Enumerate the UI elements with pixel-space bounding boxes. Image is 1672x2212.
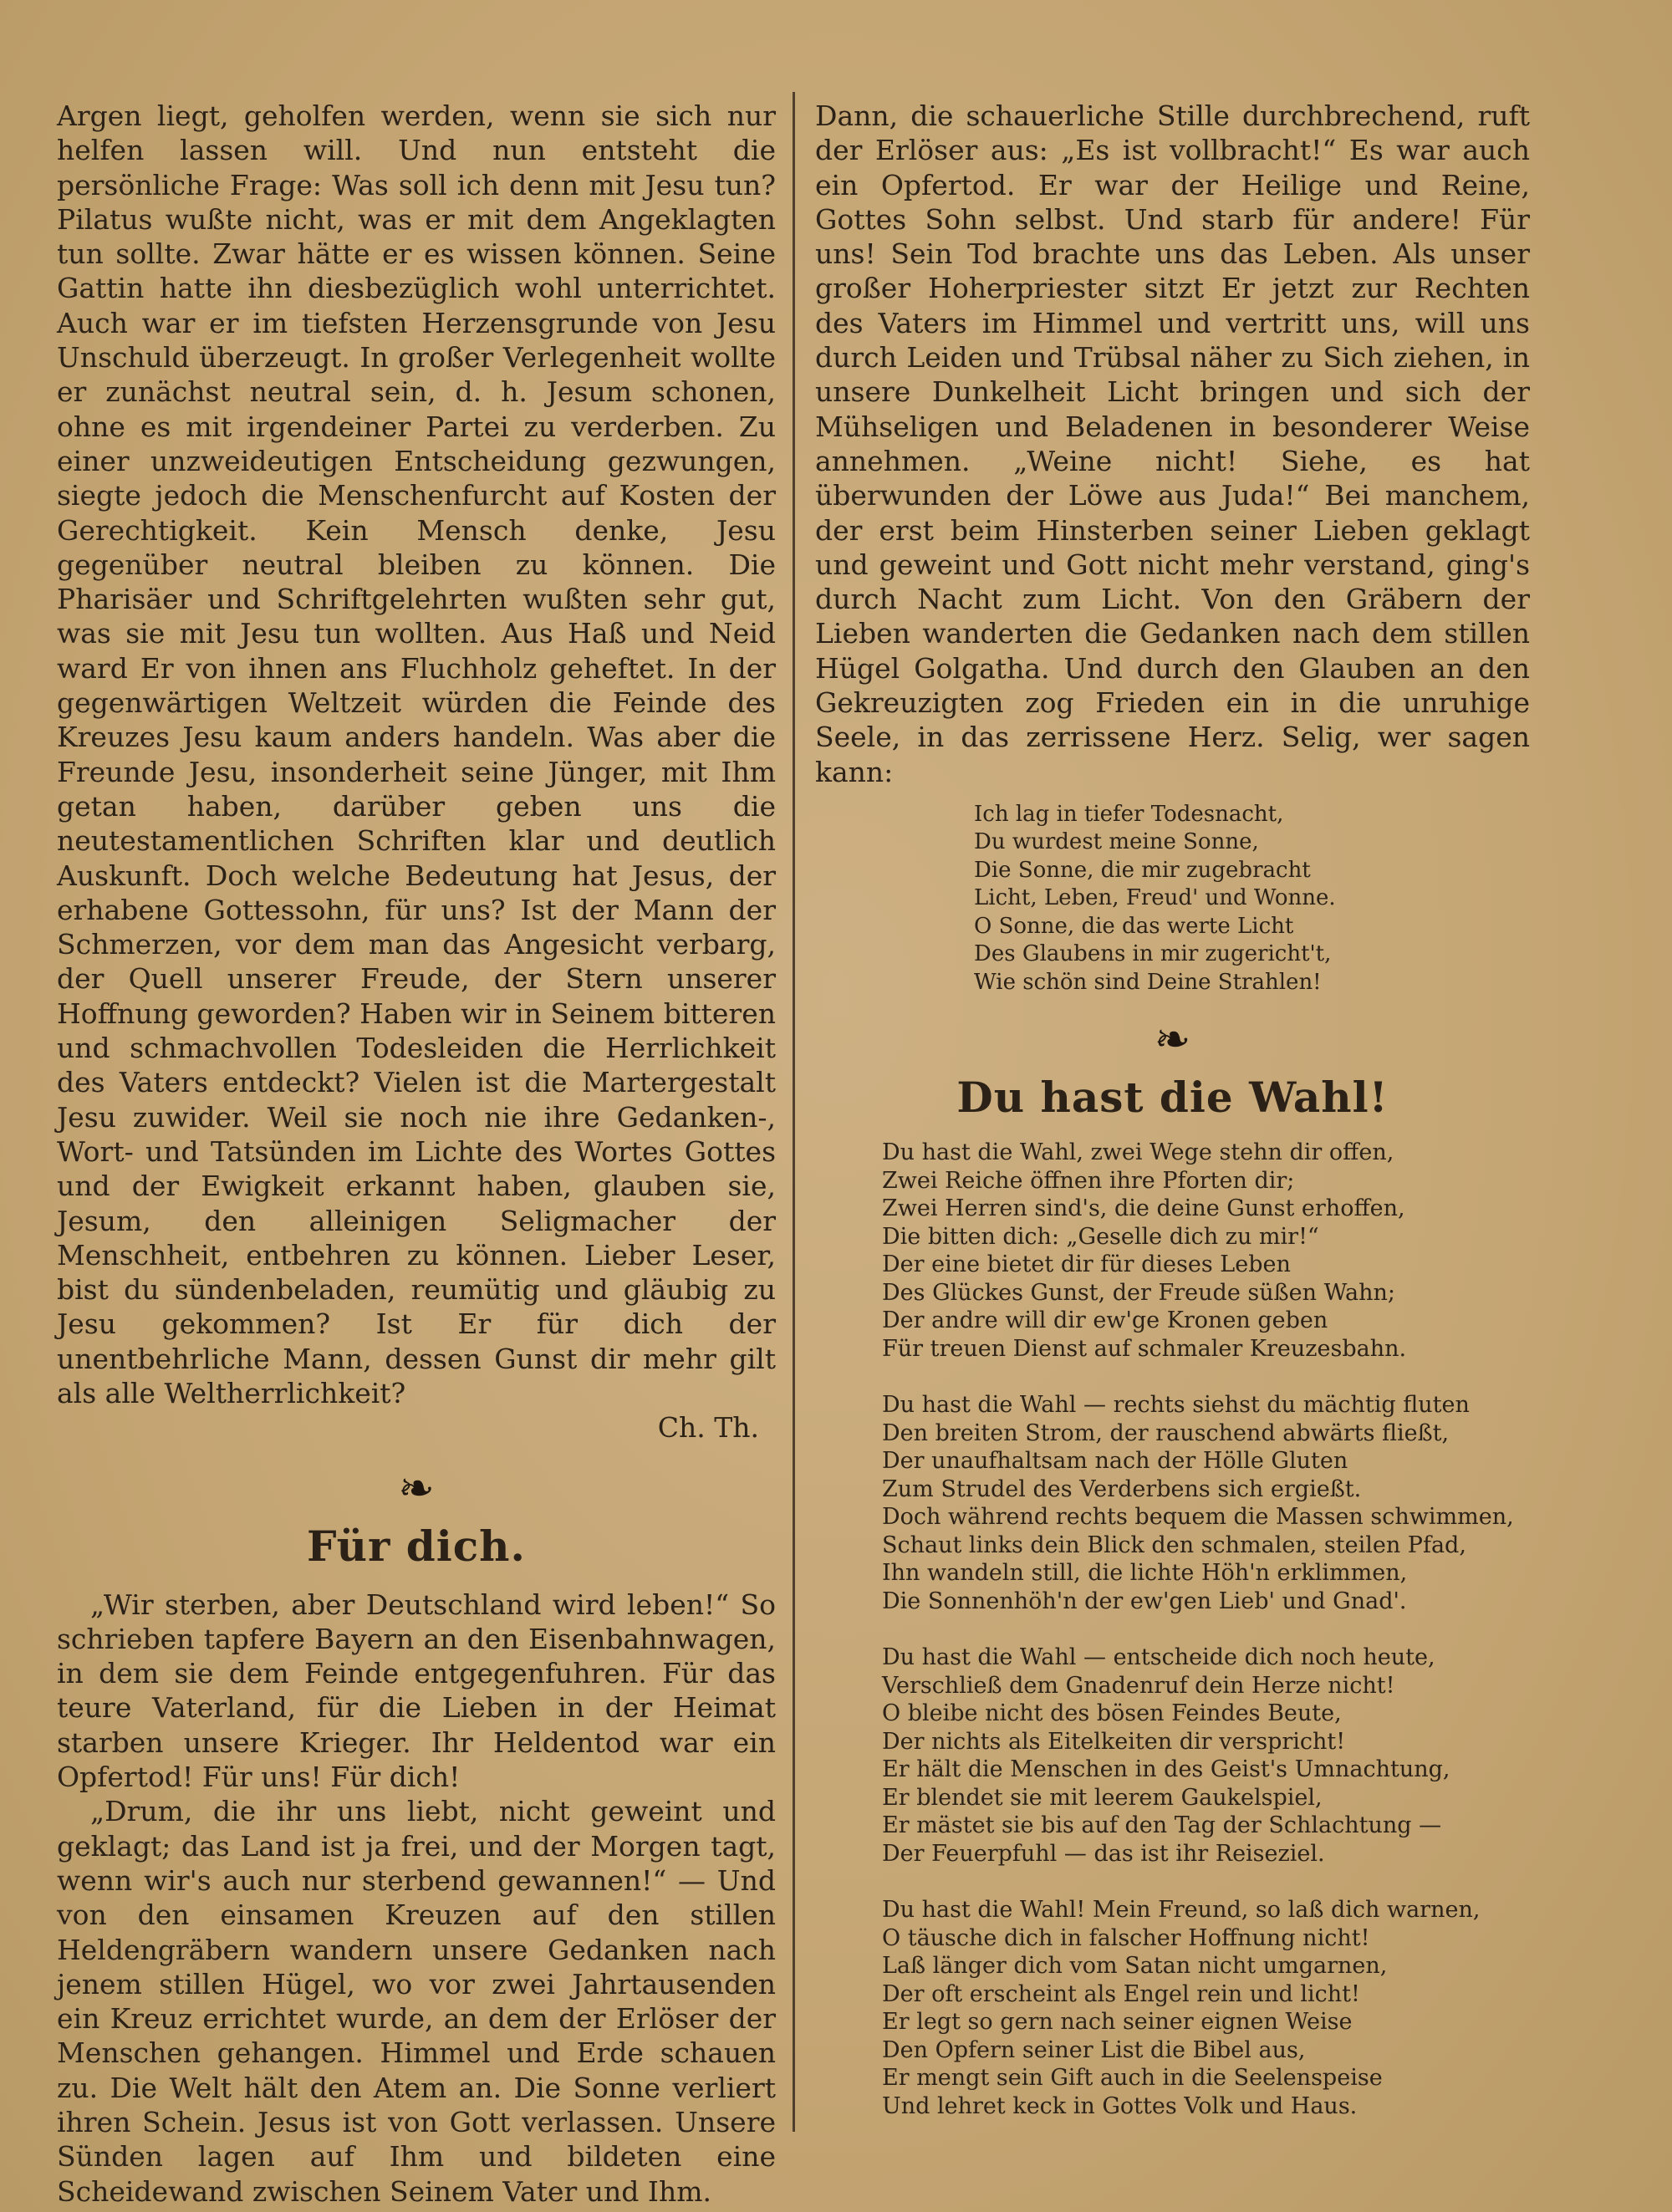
fleuron-ornament-icon: ❧	[1154, 1015, 1191, 1066]
verse-line: Die Sonne, die mir zugebracht	[974, 857, 1311, 883]
author-signature: Ch. Th.	[657, 1411, 759, 1445]
poem-line: Ihn wandeln still, die lichte Höh'n erklimmen,	[882, 1560, 1408, 1587]
poem-line: Den breiten Strom, der rauschend abwärts fließt,	[882, 1419, 1450, 1446]
section-paragraph: „Wir sterben, aber Deutschland wird leben!“ So schrieben tapfere Bayern an den Eisenbahnwagen, in dem sie dem Feinde entgegenfuhren. Für das teure Vaterland, für die Lieben in der Heimat starben unsere Krieger. Ihr Heldentod war ein Opfertod! Für uns! Für dich!	[57, 1588, 776, 1794]
poem-line: Du hast die Wahl, zwei Wege stehn dir offen,	[882, 1139, 1394, 1166]
poem-line: Der Feuerpfuhl — das ist ihr Reiseziel.	[882, 1840, 1325, 1867]
verse-line: Wie schön sind Deine Strahlen!	[974, 969, 1322, 995]
right-column	[815, 99, 1530, 2120]
poem-line: O bleibe nicht des bösen Feindes Beute,	[882, 1700, 1342, 1727]
poem-line: Du hast die Wahl! Mein Freund, so laß dich warnen,	[882, 1897, 1481, 1924]
poem-line: Die bitten dich: „Geselle dich zu mir!“	[882, 1223, 1319, 1250]
poem-line: Er mengt sein Gift auch in die Seelenspeise	[882, 2065, 1383, 2092]
article-paragraph: Dann, die schauerliche Stille durchbrechend, ruft der Erlöser aus: „Es ist vollbracht!“ Es war auch ein Opfertod. Er war der Heilige und Reine, Gottes Sohn selbst. Und starb für andere! Für uns! Sein Tod brachte uns das Leben. Als unser großer Hoherpriester sitzt Er jetzt zur Rechten des Vaters im Himmel und vertritt uns, will uns durch Leiden und Trübsal näher zu Sich ziehen, in unsere Dunkelheit Licht bringen und sich der Mühseligen und Beladenen in besonderer Weise annehmen. „Weine nicht! Siehe, es hat überwunden der Löwe aus Juda!“ Bei manchem, der erst beim Hinsterben seiner Lieben geklagt und geweint und Gott nicht mehr verstand, ging's durch Nacht zum Licht. Von den Gräbern der Lieben wanderten die Gedanken nach dem stillen Hügel Golgatha. Und durch den Glauben an den Gekreuzigten zog Frieden ein in die unruhige Seele, in das zerrissene Herz. Selig, wer sagen kann:	[815, 99, 1530, 788]
poem-title: Du hast die Wahl!	[956, 1073, 1389, 1123]
poem-line: Er mästet sie bis auf den Tag der Schlachtung —	[882, 1812, 1442, 1839]
poem-line: Für treuen Dienst auf schmaler Kreuzesbahn.	[882, 1335, 1407, 1362]
verse-line: O Sonne, die das werte Licht	[974, 913, 1294, 939]
section-paragraph: „Drum, die ihr uns liebt, nicht geweint und geklagt; das Land ist ja frei, und der Morgen tagt, wenn wir's auch nur sterbend gewannen!“ — Und von den einsamen Kreuzen auf den stillen Heldengräbern wandern unsere Gedanken nach jenem stillen Hügel, wo vor zwei Jahrtausenden ein Kreuz errichtet wurde, an dem der Erlöser der Menschen gehangen. Himmel und Erde schauen zu. Die Welt hält den Atem an. Die Sonne verliert ihren Schein. Jesus ist von Gott verlassen. Unsere Sünden lagen auf Ihm und bildeten eine Scheidewand zwischen Seinem Vater und Ihm.	[57, 1795, 776, 2208]
poem-stanza	[882, 1139, 1530, 1363]
section-title: Für dich.	[307, 1521, 526, 1571]
article-paragraph: Argen liegt, geholfen werden, wenn sie sich nur helfen lassen will. Und nun entsteht die persönliche Frage: Was soll ich denn mit Jesu tun? Pilatus wußte nicht, was er mit dem Angeklagten tun sollte. Zwar hätte er es wissen können. Seine Gattin hatte ihn diesbezüglich wohl unterrichtet. Auch war er im tiefsten Herzensgrunde von Jesu Unschuld überzeugt. In großer Verlegenheit wollte er zunächst neutral sein, d. h. Jesum schonen, ohne es mit irgendeiner Partei zu verderben. Zu einer unzweideutigen Entscheidung gezwungen, siegte jedoch die Menschenfurcht auf Kosten der Gerechtigkeit. Kein Mensch denke, Jesu gegenüber neutral bleiben zu können. Die Pharisäer und Schriftgelehrten wußten sehr gut, was sie mit Jesu tun wollten. Aus Haß und Neid ward Er von ihnen ans Fluchholz geheftet. In der gegenwärtigen Weltzeit würden die Feinde des Kreuzes Jesu kaum anders handeln. Was aber die Freunde Jesu, insonderheit seine Jünger, mit Ihm getan haben, darüber geben uns die neutestamentlichen Schriften klar und deutlich Auskunft. Doch welche Bedeutung hat Jesus, der erhabene Gottessohn, für uns? Ist der Mann der Schmerzen, vor dem man das Angesicht verbarg, der Quell unserer Freude, der Stern unserer Hoffnung geworden? Haben wir in Seinem bitteren und schmachvollen Todesleiden die Herrlichkeit des Vaters entdeckt? Vielen ist die Martergestalt Jesu zuwider. Weil sie noch nie ihre Gedanken-, Wort- und Tatsünden im Lichte des Wortes Gottes und der Ewigkeit erkannt haben, glauben sie, Jesum, den alleinigen Seligmacher der Menschheit, entbehren zu können. Lieber Leser, bist du sündenbeladen, reumütig und gläubig zu Jesu gekommen? Ist Er für dich der unentbehrliche Mann, dessen Gunst dir mehr gilt als alle Weltherrlichkeit?	[57, 99, 776, 1409]
poem-line: Den Opfern seiner List die Bibel aus,	[882, 2036, 1306, 2063]
poem-line: Du hast die Wahl — rechts siehst du mächtig fluten	[882, 1392, 1470, 1419]
fleuron-ornament-icon: ❧	[398, 1463, 435, 1514]
verse-line: Des Glaubens in mir zugericht't,	[974, 941, 1332, 967]
poem-stanza	[882, 1644, 1530, 1868]
poem-line: Zum Strudel des Verderbens sich ergießt.	[882, 1476, 1362, 1502]
poem-line: Der eine bietet dir für dieses Leben	[882, 1251, 1291, 1278]
poem-stanza	[882, 1391, 1530, 1615]
verse-line: Du wurdest meine Sonne,	[974, 829, 1259, 855]
verse-line: Ich lag in tiefer Todesnacht,	[974, 801, 1284, 827]
poem-line: Der nichts als Eitelkeiten dir verspricht!	[882, 1728, 1346, 1755]
poem-line: Er hält die Menschen in des Geist's Umnachtung,	[882, 1756, 1450, 1783]
poem-line: Du hast die Wahl — entscheide dich noch heute,	[882, 1644, 1435, 1671]
poem-line: Zwei Herren sind's, die deine Gunst erhoffen,	[882, 1195, 1405, 1222]
left-column	[57, 99, 776, 2209]
poem-line: Des Glückes Gunst, der Freude süßen Wahn;	[882, 1279, 1395, 1306]
poem-line: Und lehret keck in Gottes Volk und Haus.	[882, 2092, 1358, 2119]
poem-line: Er legt so gern nach seiner eignen Weise	[882, 2009, 1353, 2036]
column-divider	[793, 92, 795, 2132]
poem-line: Schaut links dein Blick den schmalen, steilen Pfad,	[882, 1532, 1466, 1558]
poem-stanza	[882, 1896, 1530, 2120]
poem-line: O täusche dich in falscher Hoffnung nicht!	[882, 1924, 1370, 1951]
poem-line: Zwei Reiche öffnen ihre Pforten dir;	[882, 1167, 1295, 1194]
poem-line: Die Sonnenhöh'n der ew'gen Lieb' und Gnad'.	[882, 1588, 1407, 1614]
verse-line: Licht, Leben, Freud' und Wonne.	[974, 885, 1336, 911]
poem-line: Der oft erscheint als Engel rein und licht!	[882, 1980, 1360, 2007]
poem-line: Der unaufhaltsam nach der Hölle Gluten	[882, 1448, 1348, 1475]
poem-line: Doch während rechts bequem die Massen schwimmen,	[882, 1504, 1514, 1531]
poem-line: Er blendet sie mit leerem Gaukelspiel,	[882, 1784, 1323, 1811]
hymn-verse	[974, 801, 1530, 997]
poem-line: Der andre will dir ew'ge Kronen geben	[882, 1307, 1328, 1334]
poem-line: Verschließ dem Gnadenruf dein Herze nicht!	[882, 1672, 1395, 1699]
poem-line: Laß länger dich vom Satan nicht umgarnen,	[882, 1953, 1388, 1980]
